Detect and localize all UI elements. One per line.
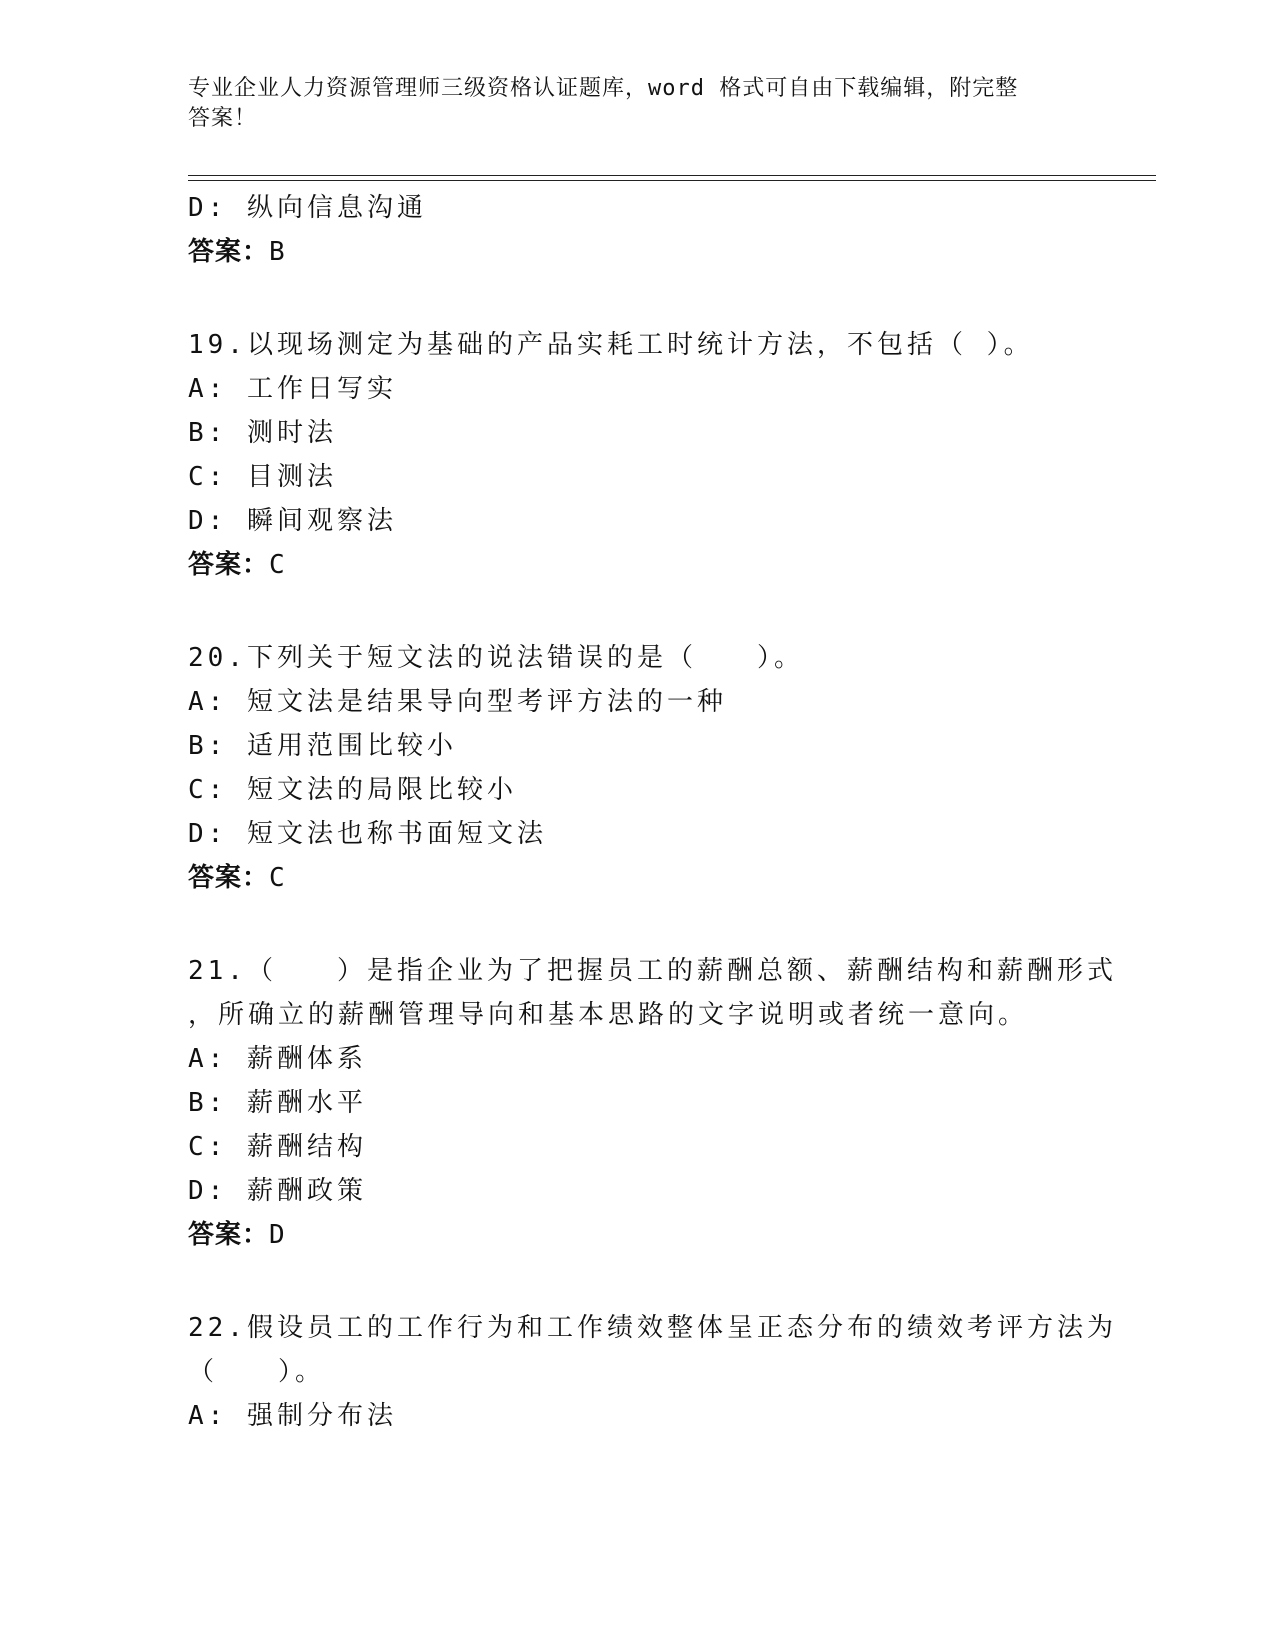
question-19-option-b: B: 测时法 <box>188 418 337 448</box>
question-21-option-d: D: 薪酬政策 <box>188 1176 367 1206</box>
question-20-answer <box>188 863 286 893</box>
answer-value: C <box>269 550 286 580</box>
question-20-option-b: B: 适用范围比较小 <box>188 731 457 761</box>
answer-value: D <box>269 1220 286 1250</box>
question-21-answer <box>188 1220 286 1250</box>
header-line-1: 专业企业人力资源管理师三级资格认证题库，word 格式可自由下载编辑，附完整 <box>188 76 1019 101</box>
question-21-option-a: A: 薪酬体系 <box>188 1044 367 1074</box>
answer-label: 答案： <box>188 550 270 580</box>
question-22-stem-line-1: 22.假设员工的工作行为和工作绩效整体呈正态分布的绩效考评方法为 <box>188 1313 1117 1343</box>
answer-label: 答案： <box>188 1220 270 1250</box>
question-19-option-a: A: 工作日写实 <box>188 374 397 404</box>
answer-value: C <box>269 863 286 893</box>
header-line-2: 答案！ <box>188 106 258 131</box>
answer-label: 答案： <box>188 863 270 893</box>
question-20-option-a: A: 短文法是结果导向型考评方法的一种 <box>188 687 727 717</box>
question-19-option-d: D: 瞬间观察法 <box>188 506 397 536</box>
question-22-option-a: A: 强制分布法 <box>188 1401 397 1431</box>
header-rule-top <box>188 175 1156 176</box>
question-19-stem: 19.以现场测定为基础的产品实耗工时统计方法，不包括（ ）。 <box>188 330 1034 360</box>
answer-value: B <box>269 237 286 267</box>
header-rule-bottom <box>188 180 1156 181</box>
option-d-prev: D: 纵向信息沟通 <box>188 193 427 223</box>
question-21-option-b: B: 薪酬水平 <box>188 1088 367 1118</box>
question-19-answer <box>188 550 286 580</box>
question-22-stem-line-2: （ ）。 <box>188 1357 326 1387</box>
answer-prev <box>188 237 286 267</box>
question-20-option-d: D: 短文法也称书面短文法 <box>188 819 547 849</box>
question-21-stem-line-1: 21.（ ）是指企业为了把握员工的薪酬总额、薪酬结构和薪酬形式 <box>188 956 1117 986</box>
question-21-stem-line-2: ，所确立的薪酬管理导向和基本思路的文字说明或者统一意向。 <box>188 1000 1029 1030</box>
question-21-option-c: C: 薪酬结构 <box>188 1132 367 1162</box>
question-20-stem: 20.下列关于短文法的说法错误的是（ ）。 <box>188 643 804 673</box>
question-20-option-c: C: 短文法的局限比较小 <box>188 775 517 805</box>
page-header <box>188 74 1068 134</box>
answer-label: 答案： <box>188 237 270 267</box>
question-19-option-c: C: 目测法 <box>188 462 337 492</box>
